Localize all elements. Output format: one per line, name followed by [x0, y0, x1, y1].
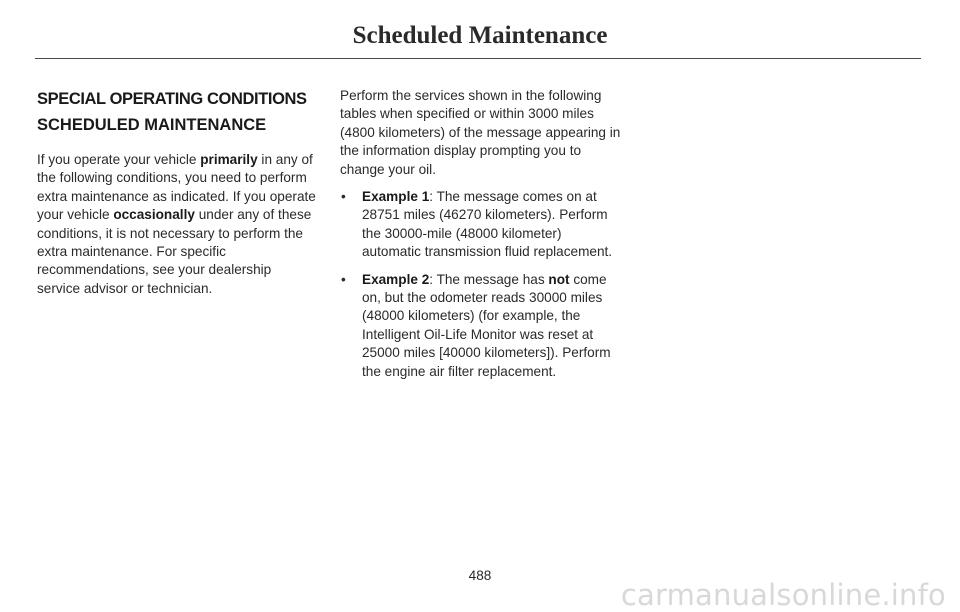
bullet-icon: •: [341, 271, 346, 287]
example-text: : The message has: [429, 271, 549, 287]
example-text: : The message comes on at 28751 miles (46270 kilometers). Perform the 30000-mile (48000 kilometer) automatic transmission fluid replacement.: [362, 189, 613, 260]
left-column: [37, 87, 317, 298]
conditions-paragraph: [37, 151, 317, 298]
list-item: [340, 271, 622, 381]
emphasis-primarily: primarily: [200, 152, 258, 167]
paragraph-text: under any of these conditions, it is not necessary to perform the extra maintenance. For specific recommendations, see your dealership service advisor or technician.: [37, 207, 312, 296]
paragraph-text: If you operate your vehicle: [37, 152, 201, 167]
intro-paragraph: Perform the services shown in the following tables when specified or within 3000 miles (4800 kilometers) of the message appearing in the information display prompting you to change your oil.: [340, 88, 621, 177]
emphasis-not: not: [548, 271, 570, 287]
example-label: Example 2: [362, 271, 430, 287]
example-label: Example 1: [362, 189, 430, 205]
page-title: Scheduled Maintenance: [352, 22, 608, 49]
page-header: [0, 0, 960, 60]
emphasis-occasionally: occasionally: [113, 207, 195, 223]
section-subheading: SCHEDULED MAINTENANCE: [37, 116, 267, 134]
example-text: come on, but the odometer reads 30000 miles (48000 kilometers) (for example, the Intelligent Oil-Life Monitor was reset at 25000 miles [40000 kilometers]). Perform the engine air filter replacement.: [362, 271, 611, 379]
paragraph-text: in any of the following conditions, you need to perform extra maintenance as indicated. If you operate your vehicle: [37, 152, 316, 223]
watermark: carmanualsonline.info: [620, 578, 946, 612]
examples-list: [340, 188, 622, 381]
list-item: [340, 188, 622, 262]
page-number: 488: [468, 568, 492, 583]
bullet-icon: •: [341, 189, 346, 205]
section-heading: SPECIAL OPERATING CONDITIONS: [37, 90, 307, 108]
right-column: [340, 87, 622, 390]
header-divider: [35, 58, 921, 59]
